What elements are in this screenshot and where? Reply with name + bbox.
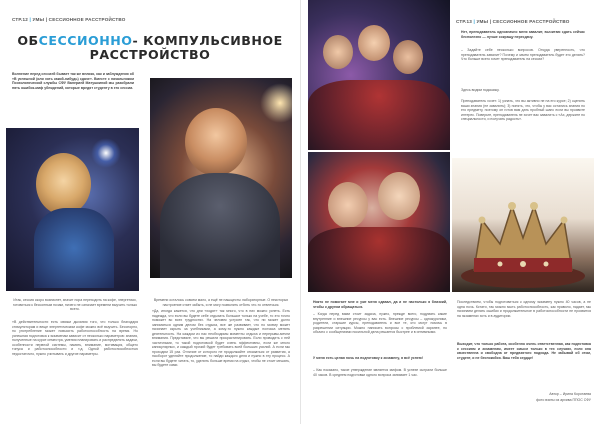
photo-group-hands-raised (308, 0, 450, 150)
person-face (378, 172, 420, 220)
page-header-left (12, 17, 126, 22)
title-line-2: РАССТРОЙСТВО (89, 47, 211, 62)
group-bodies (308, 80, 450, 150)
column-2-text: «Да, иногда кажется, что дни «ходят» так много, что в них можно успеть. Есть надежда, что если вы будете себе отдыхать большое только на учебе, то это точно поможет во всех трудностях. На человек устроен так, что ни может долго заниматься одним делом без отдыха, все же развивает, что по моему может начинает скрыть за учебниками, а кому-то нужно каждые полчаса менять деятельность. На каждом из нас необходимы моменты отдыха и перерывы-мечни внимания. Представьте, что вы решили прокрастинировать. Если проводить с ней частичными, то такой подготовкой будет очень эффективны, если же много каникулярных, и каждый прочий будет требовать всей больших усилий. А если мы проходим 15 раз. Отличие от которого не продолжайте отказаться от развития, а наоборот уделяйте продолжение, то найди каждого деля и нужно в эту процесс. А если вы будете читать, то, уделить больше время на отдых, чтобы не стоит мешать, вы будете сами. (152, 309, 290, 367)
person-face (393, 40, 423, 74)
right-answer-text: – Задайте себе несколько вопросов. Откуда уверенность, что преподаватель завалит? Почему и зачем преподаватель будет это делать? Что больше всего хочет преподаватель на сессии? (461, 48, 585, 61)
photo-young-man (150, 78, 292, 278)
photo-caption-2: Времени осталось совсем мало, а ещё не пашщесты лабораторные. О некоторых настроение стает забыть, я не могу позволить отбить что-то отвлечься. (153, 298, 289, 307)
article-title (0, 34, 300, 62)
column-b-text: Последствием, чтобы подготовиться к одному экзамену нужно 40 часов, а не одна ночь. Кстати, так можно мыть работоспособность, как правило, падает, мы начинаем делать ошибки и продолжительное в работоспособности не проявится на экзаменах хоть и в аудитории. (457, 300, 591, 318)
person-silhouette (36, 153, 91, 215)
person-face (185, 108, 247, 176)
header-separator: | (473, 19, 475, 24)
photo-students-portrait (308, 152, 450, 292)
author-credit: Автор – Ирина Коротаева (549, 392, 591, 396)
section-name: УМЫ | СЕССИОННОЕ РАССТРОЙСТВО (32, 17, 126, 22)
person-face (358, 25, 390, 61)
person-body (160, 173, 280, 278)
right-intro-question: Нет, преподаватель однозначно меня завалит, вычитаю сдать сейчас бесполезно — лучше сокращу пересдачу. (461, 30, 585, 39)
myth-question-help: Никто не помогает мне и уже меня сдавал, да и не настолько я близкий, чтобы к другим обращаться. (313, 300, 447, 309)
header-separator: | (29, 17, 31, 22)
photo-caption-1: Итак, сессия скоро возникнет, значит пора переходить на кофе, энергетики, готовиться к бессонным ночам, ничего не означает времени выучить только всего. (12, 298, 138, 311)
photo-crown (452, 158, 594, 292)
person-face (328, 182, 368, 228)
myth-question-night: У меня есть целая ночь на подготовку к экзамену, я всё успею! (313, 356, 423, 360)
section-name: УМЫ | СЕССИОННОЕ РАССТРОЙСТВО (476, 19, 570, 24)
crown-icon (452, 158, 594, 292)
title-line-1: ОБСЕССИОННО- КОМПУЛЬСИВНОЕ (17, 33, 283, 48)
myth-answer-help: – Когда перед вами стоит задача, нужно, прежде всего, подумать какие внутренние и внешние ресурсы у вас есть. Внешние ресурсы – однокурсники, родители, старшие курсы, преподаватель и все те, кто могут помочь в разрешении ситуации. Можно написать вопросы с проблемой заранее, но обычно с сообщениями посильной дела решается быстрее и в интимными. (313, 312, 447, 334)
right-page (300, 0, 600, 424)
conclusion-text: Выходит, что только работа, особенно очень ответственная, как подготовка к сессиям и экзаменам, имеет смысл только в тех случаях, если она качественна и свободна от предвзятого подхода. Не забывай об этом, студент, и не беспокойся. Ваш тебя сердце! (457, 342, 591, 360)
page-header-right (456, 19, 570, 24)
column-1-text: «В действительности есть связки дыхания того, что только благодаря стимуляторам и веще энергетическим кофе можно всё выучить. Бесспорно, но употребление может повысить работоспособность на время. Но успешная подготовка к экзаменам зависит от несколько параметров: знания, полученные на курсе семестра, умения планировать и распределять задачи, особенности нервной системы, память, внимание, мотивация, общего тонуса и работоспособности и т.д. Одной работоспособностью недостаточно, нужно учитывать и другие параметры. (12, 320, 138, 356)
title-highlight: СЕССИОННО (38, 33, 133, 48)
page-number: СТР.13 (456, 19, 472, 24)
intro-paragraph: Волнение перед сессией бывает так же велико, как и заблуждения об «В успешной (или хоть какой-нибудь) сдаче». Вместе с начальником Психологической службы СФУ Валерией Матушкиной мы разобрали пять ошибок-миф убеждений, которые вредят студенту в его сессии. (12, 72, 134, 90)
person-face (323, 35, 353, 69)
myth-answer-night: – Как показано, такое утверждение является мифом. В успехе сыграли больше 40 часов. В среднем подготовки одного вопроса занимает 1 час. (313, 368, 447, 377)
right-hint-line: Здесь видим подсказку. (461, 88, 500, 92)
photo-girl-laughing (6, 128, 139, 291)
group-bodies (308, 227, 450, 292)
page-number: СТР.12 (12, 17, 28, 22)
person-body (34, 208, 114, 288)
stage-light (260, 83, 292, 123)
right-teacher-list: Преподаватель хочет: 1) узнать, что вы активно не на его курсе; 2) оценить ваши знания (не завалить); 3) понять, что, чтобы у вас остались знания по его предмету, поэтому он готов вам дать пробный шанс если вы проявите интерес. Поверьте, преподаватель не хочет вас завалить с «Ах, держите по специальности, и получать радость». (461, 99, 585, 121)
stage-light (91, 138, 121, 168)
photo-credit: фото взяты из архива ППОС СФУ (536, 398, 591, 402)
